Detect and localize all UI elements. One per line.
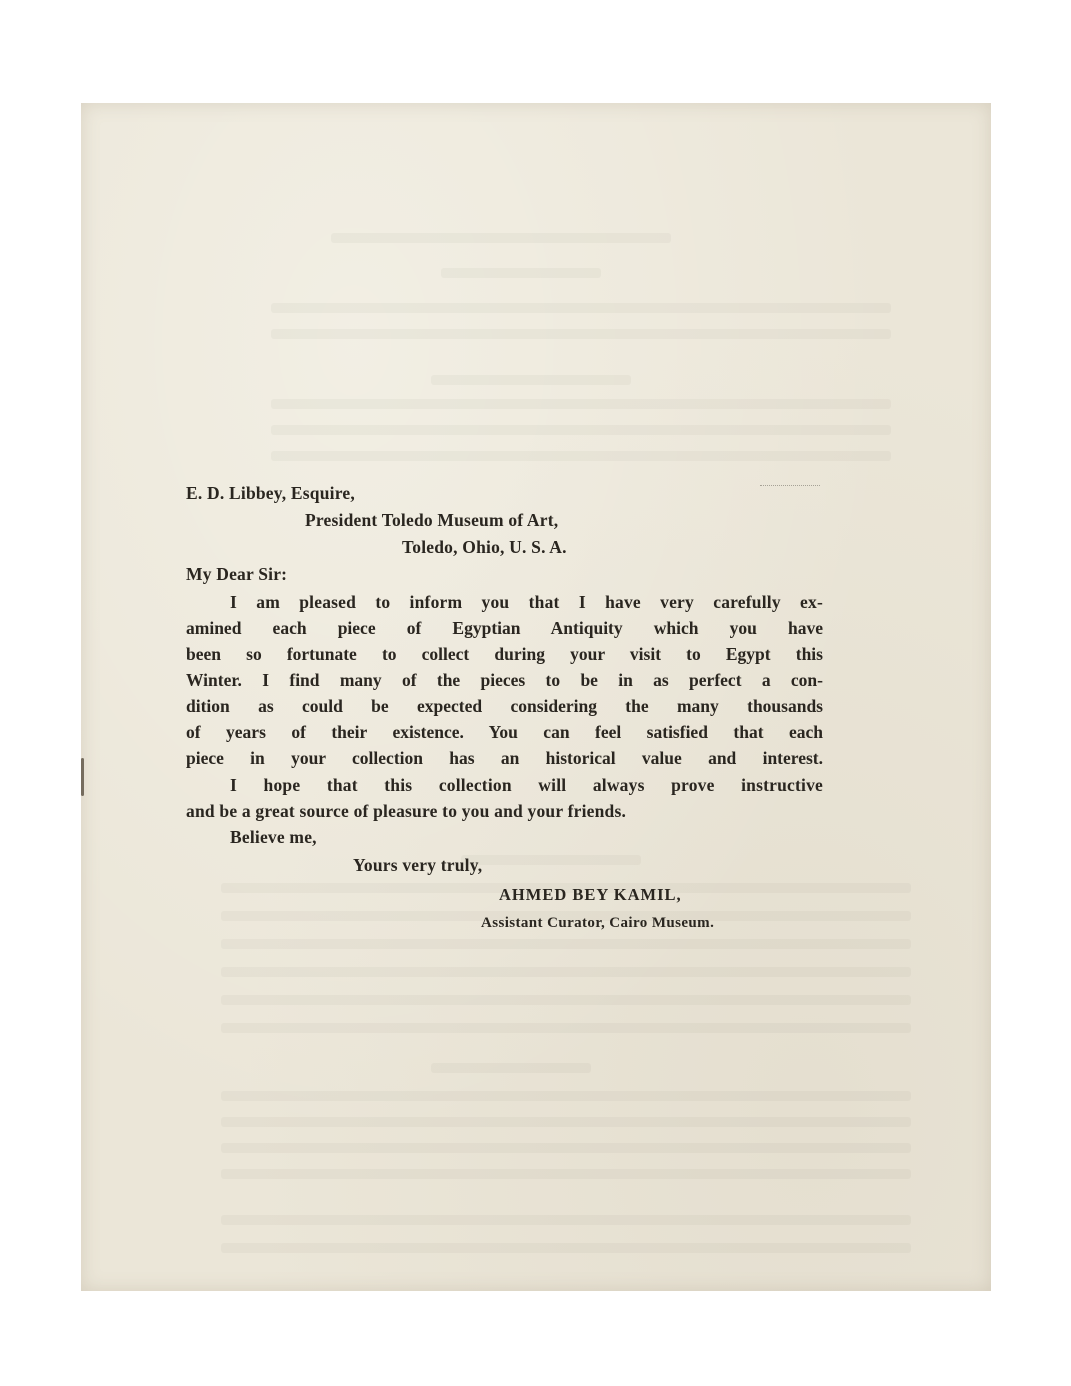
body-line: amined each piece of Egyptian Antiquity which you have bbox=[186, 618, 823, 638]
show-through-mark bbox=[271, 303, 891, 313]
addressee-city: Toledo, Ohio, U. S. A. bbox=[402, 537, 567, 557]
body-line: I hope that this collection will always prove instructive bbox=[230, 775, 823, 795]
show-through-mark bbox=[221, 1169, 911, 1179]
show-through-mark bbox=[461, 855, 641, 865]
show-through-mark bbox=[221, 1117, 911, 1127]
pencil-mark bbox=[760, 485, 820, 489]
show-through-mark bbox=[221, 1243, 911, 1253]
signer-name: AHMED BEY KAMIL, bbox=[499, 885, 682, 904]
body-line: Winter. I find many of the pieces to be in as perfect a con- bbox=[186, 670, 823, 690]
addressee-name: E. D. Libbey, Esquire, bbox=[186, 483, 355, 503]
body-line: dition as could be expected considering the many thousands bbox=[186, 696, 823, 716]
show-through-mark bbox=[221, 967, 911, 977]
show-through-mark bbox=[221, 1215, 911, 1225]
body-line: of years of their existence. You can feel satisfied that each bbox=[186, 722, 823, 742]
body-line: piece in your collection has an historical value and interest. bbox=[186, 748, 823, 768]
addressee-title: President Toledo Museum of Art, bbox=[305, 510, 559, 530]
show-through-mark bbox=[271, 329, 891, 339]
show-through-mark bbox=[221, 995, 911, 1005]
show-through-mark bbox=[441, 268, 601, 278]
body-line: been so fortunate to collect during your visit to Egypt this bbox=[186, 644, 823, 664]
believe-line: Believe me, bbox=[230, 827, 317, 847]
closing: Yours very truly, bbox=[353, 855, 483, 875]
show-through-mark bbox=[221, 1143, 911, 1153]
binding-mark bbox=[81, 758, 84, 796]
show-through-mark bbox=[331, 233, 671, 243]
signer-title: Assistant Curator, Cairo Museum. bbox=[481, 915, 715, 931]
show-through-mark bbox=[271, 399, 891, 409]
body-line: I am pleased to inform you that I have very carefully ex- bbox=[230, 592, 823, 612]
show-through-mark bbox=[221, 1023, 911, 1033]
show-through-mark bbox=[271, 451, 891, 461]
show-through-mark bbox=[431, 375, 631, 385]
show-through-mark bbox=[271, 425, 891, 435]
show-through-mark bbox=[221, 939, 911, 949]
show-through-mark bbox=[221, 1091, 911, 1101]
body-line: and be a great source of pleasure to you and your friends. bbox=[186, 801, 627, 821]
salutation: My Dear Sir: bbox=[186, 564, 288, 584]
show-through-mark bbox=[431, 1063, 591, 1073]
